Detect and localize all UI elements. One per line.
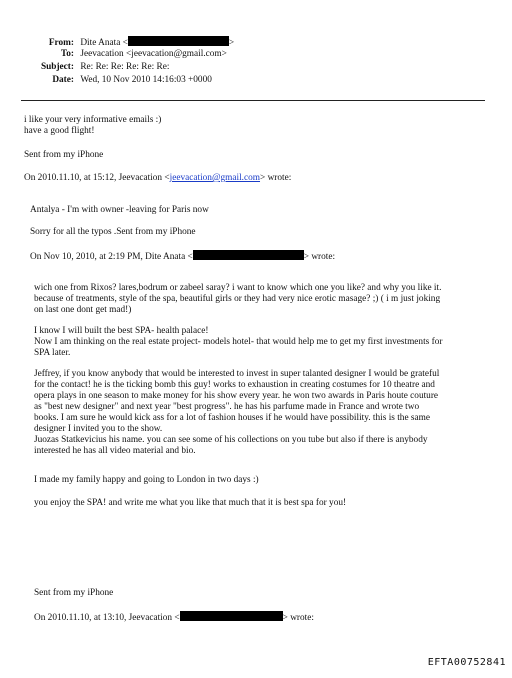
text-line: interested he has all video material and bio. xyxy=(34,446,196,456)
msg3-para xyxy=(34,283,441,316)
from-label: From: xyxy=(48,38,74,48)
text-line: designer I invited you to the show. xyxy=(34,424,163,434)
quote-prefix: On 2010.11.10, at 13:10, Jeevacation < xyxy=(34,613,180,623)
subject-label: Subject: xyxy=(40,62,74,72)
text-line: books. I am sure he would kick ass for a lot of fashion houses if he would have possibility. this is the same xyxy=(34,413,431,423)
email-link[interactable]: jeevacation@gmail.com xyxy=(169,173,261,183)
text-line: wich one from Rixos? lares,bodrum or zabeel saray? i want to know which one you like? and why you like it. xyxy=(34,283,442,293)
header-to-row xyxy=(0,49,227,60)
date-value: Wed, 10 Nov 2010 14:16:03 +0000 xyxy=(80,75,212,85)
text-line: I know I will built the best SPA- health palace! xyxy=(34,326,209,336)
msg2-line: Sorry for all the typos .Sent from my iPhone xyxy=(30,227,196,237)
to-label: To: xyxy=(60,49,74,59)
redaction-box xyxy=(128,36,229,46)
msg1-signature: Sent from my iPhone xyxy=(24,150,104,160)
quote-suffix: > wrote: xyxy=(303,252,336,262)
msg1-quote-header xyxy=(24,173,291,184)
msg2-quote-header xyxy=(30,250,335,263)
text-line: Now I am thinking on the real estate project- models hotel- that would help me to get my first investments for xyxy=(34,337,443,347)
redaction-box xyxy=(180,611,283,621)
text-line: because of treatments, style of the spa, beautiful girls or they had very nice erotic masage? ;) ( i m just joking xyxy=(34,294,441,304)
msg1-line: i like your very informative emails :) xyxy=(24,115,162,125)
msg3-line: I made my family happy and going to London in two days :) xyxy=(34,475,259,485)
text-line: Jeffrey, if you know anybody that would be interested to invest in super talanted designer I would be grateful xyxy=(34,369,440,379)
text-line: opera plays in one season to make money for his show every year. he won two awards in Paris houte couture xyxy=(34,391,439,401)
subject-value: Re: Re: Re: Re: Re: Re: xyxy=(80,62,170,72)
msg4-quote-header xyxy=(34,611,314,624)
date-label: Date: xyxy=(52,75,74,85)
msg4-signature: Sent from my iPhone xyxy=(34,588,114,598)
from-tail: > xyxy=(228,38,235,48)
text-line: as "best new designer" and next year "best progress". he has his parfume made in France and wrote two xyxy=(34,402,420,412)
quote-prefix: On 2010.11.10, at 15:12, Jeevacation < xyxy=(24,173,170,183)
quote-prefix: On Nov 10, 2010, at 2:19 PM, Dite Anata < xyxy=(30,252,193,262)
quote-suffix: > wrote: xyxy=(282,613,314,623)
from-value: Dite Anata < xyxy=(80,38,128,48)
msg2-line: Antalya - I'm with owner -leaving for Paris now xyxy=(30,205,209,215)
msg1-line: have a good flight! xyxy=(24,126,95,136)
header-date-row xyxy=(0,75,212,86)
text-line: on last one dont get mad!) xyxy=(34,305,132,315)
msg3-para xyxy=(34,326,442,359)
msg3-para xyxy=(34,369,439,457)
header-from-row xyxy=(0,36,234,49)
bates-number: EFTA00752841 xyxy=(427,657,506,668)
text-line: Juozas Statkevicius his name. you can see some of his collections on you tube but also if there is anybody xyxy=(34,435,428,445)
header-subject-row xyxy=(0,62,169,73)
to-value: Jeevacation <jeevacation@gmail.com> xyxy=(80,49,227,59)
header-divider xyxy=(21,100,485,101)
text-line: for the contact! he is the ticking bomb this guy! works to exhaustion in creating costumes for 10 theatre and xyxy=(34,380,435,390)
text-line: SPA later. xyxy=(34,348,71,358)
redaction-box xyxy=(193,250,304,260)
quote-suffix: > wrote: xyxy=(260,173,292,183)
msg3-line: you enjoy the SPA! and write me what you like that much that it is best spa for you! xyxy=(34,498,347,508)
